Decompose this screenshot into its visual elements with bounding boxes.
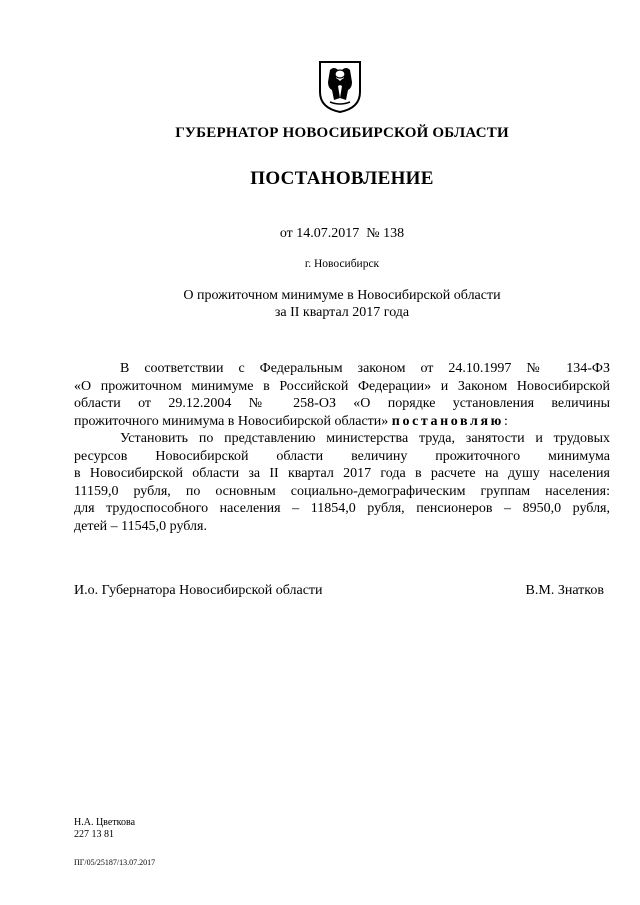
paragraph-line-decree bbox=[74, 413, 610, 431]
decree-word: постановляю bbox=[391, 413, 504, 429]
coat-of-arms-icon bbox=[316, 58, 364, 114]
paragraph-line: ресурсов Новосибирской области величину прожиточного минимума bbox=[74, 448, 610, 464]
paragraph-preamble bbox=[74, 360, 610, 430]
paragraph-line: «О прожиточном минимуме в Российской Федерации» и Законом Новосибирской bbox=[74, 378, 610, 394]
decree-colon: : bbox=[503, 413, 508, 429]
organization-title: ГУБЕРНАТОР НОВОСИБИРСКОЙ ОБЛАСТИ bbox=[175, 125, 509, 141]
signatory-name: В.М. Знатков bbox=[525, 583, 604, 598]
paragraph-resolution bbox=[74, 430, 610, 536]
paragraph-line: для трудоспособного населения – 11854,0 рубля, пенсионеров – 8950,0 рубля, bbox=[74, 501, 610, 517]
executor-info bbox=[74, 817, 135, 841]
paragraph-line: детей – 11545,0 рубля. bbox=[74, 518, 207, 534]
paragraph-line: в Новосибирской области за II квартал 2017 года в расчете на душу населения bbox=[74, 466, 610, 482]
signatory-title: И.о. Губернатора Новосибирской области bbox=[74, 583, 323, 598]
paragraph-line: 11159,0 рубля, по основным социально-демографическим группам населения: bbox=[74, 483, 610, 499]
document-reference: ПГ/05/25187/13.07.2017 bbox=[74, 858, 156, 867]
paragraph-line-text: прожиточного минимума в Новосибирской области» bbox=[74, 413, 389, 429]
subject-line-1: О прожиточном минимуме в Новосибирской области bbox=[183, 288, 501, 303]
document-date-number: от 14.07.2017 № 138 bbox=[279, 226, 405, 241]
document-type-title: ПОСТАНОВЛЕНИЕ bbox=[250, 168, 434, 189]
paragraph-line: В соответствии с Федеральным законом от 24.10.1997 № 134-ФЗ bbox=[120, 361, 610, 376]
executor-name: Н.А. Цветкова bbox=[74, 817, 136, 828]
document-city: г. Новосибирск bbox=[304, 258, 380, 270]
document-subject bbox=[22, 287, 640, 321]
subject-line-2: за II квартал 2017 года bbox=[274, 305, 410, 320]
paragraph-line: Установить по представлению министерства труда, занятости и трудовых bbox=[120, 431, 610, 446]
executor-phone: 227 13 81 bbox=[74, 829, 114, 840]
paragraph-line: области от 29.12.2004 № 258-ОЗ «О порядке установления величины bbox=[74, 396, 610, 412]
